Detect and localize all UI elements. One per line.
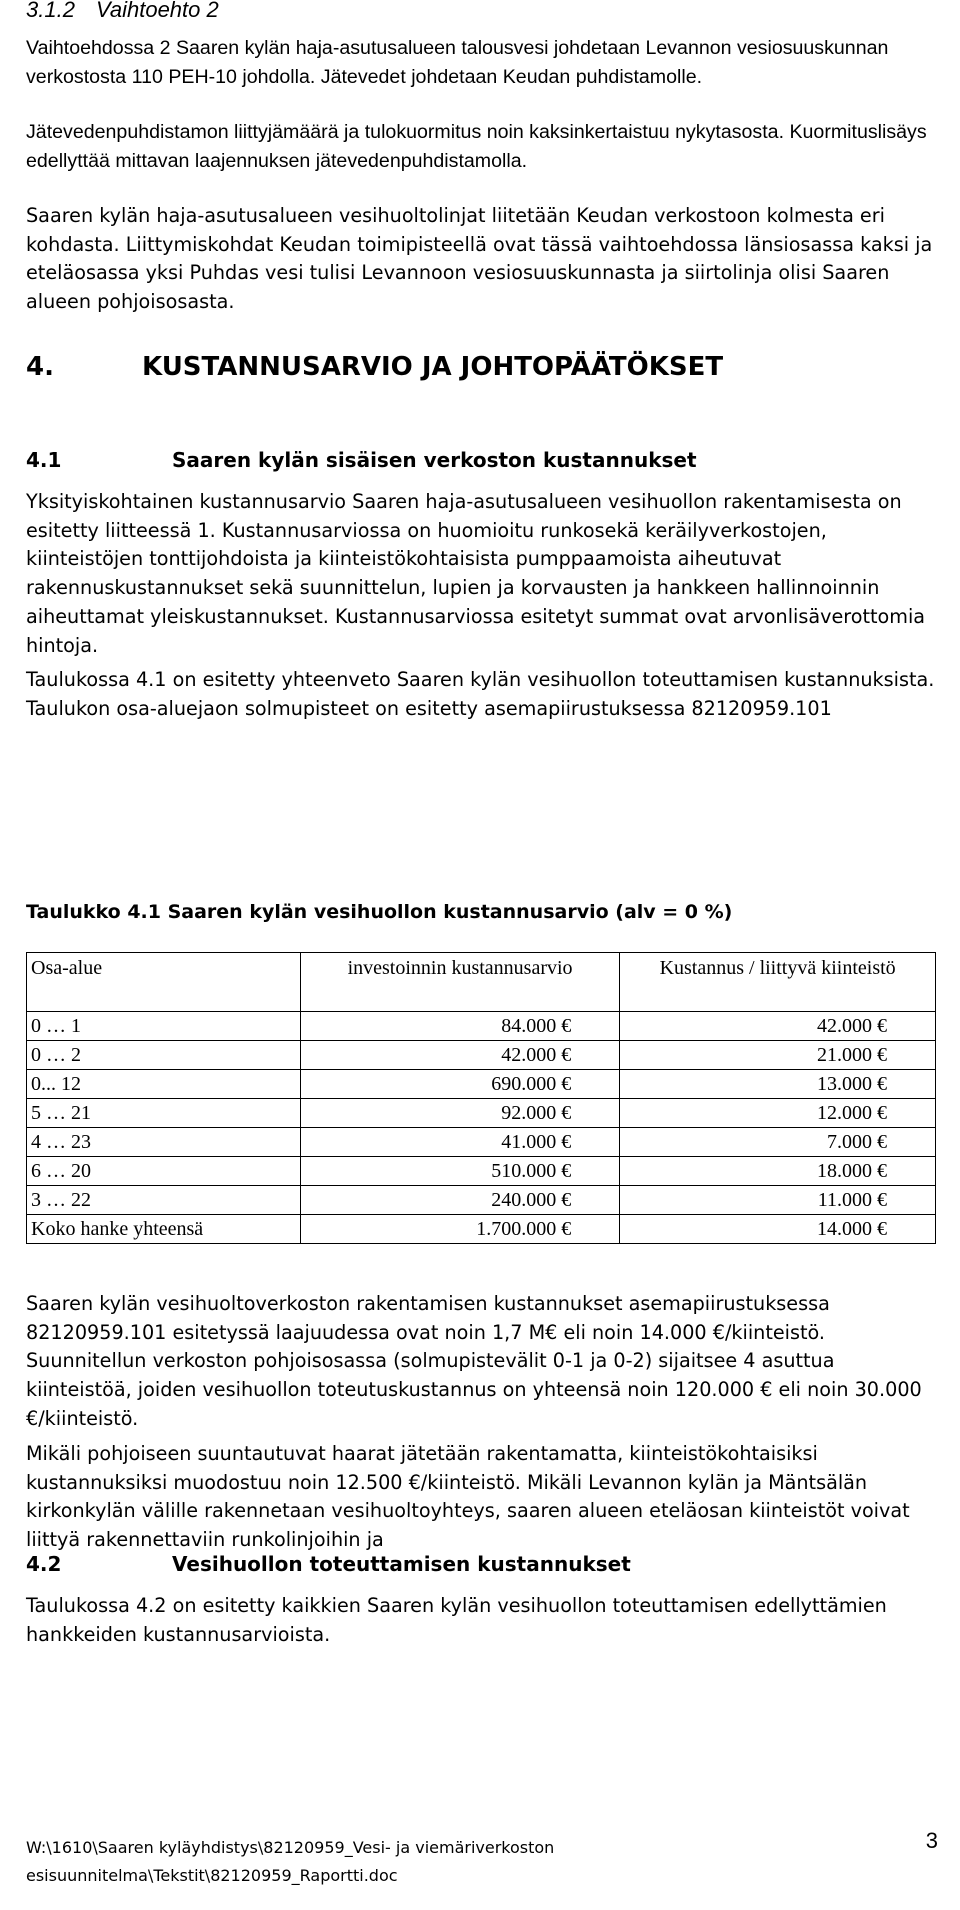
cell-investment: 41.000 € [300, 1128, 619, 1157]
paragraph: Saaren kylän vesihuoltoverkoston rakentamisen kustannukset asemapiirustuksessa 82120959.101 esitetyssä laajuudessa ovat noin 1,7 M€ eli noin 14.000 €/kiinteistö. Suunnitellun verkoston pohjoisosassa (solmupistevälit 0-1 ja 0-2) sijaitsee 4 asuttua kiinteistöä, joiden vesihuollon toteutuskustannus on yhteensä noin 120.000 € eli noin 30.000 €/kiinteistö. [26, 1292, 922, 1430]
table-row [27, 1157, 936, 1186]
chapter-heading-4 [26, 350, 938, 384]
column-header-area: Osa-alue [27, 953, 301, 1012]
cell-cost-per-property: 11.000 € [620, 1186, 936, 1215]
column-header-cost-per-property: Kustannus / liittyvä kiinteistö [620, 953, 936, 1012]
cell-investment: 1.700.000 € [300, 1215, 619, 1244]
cell-area: 3 … 22 [27, 1186, 301, 1215]
table-total-row [27, 1215, 936, 1244]
cell-cost-per-property: 14.000 € [620, 1215, 936, 1244]
section-title: Saaren kylän sisäisen verkoston kustannukset [172, 448, 697, 472]
cell-area: 4 … 23 [27, 1128, 301, 1157]
cell-cost-per-property: 7.000 € [620, 1128, 936, 1157]
table-row [27, 1186, 936, 1215]
section-title: KUSTANNUSARVIO JA JOHTOPÄÄTÖKSET [142, 352, 724, 382]
cell-cost-per-property: 42.000 € [620, 1012, 936, 1041]
section-title: Vesihuollon toteuttamisen kustannukset [172, 1552, 631, 1576]
section-number: 4.1 [26, 448, 62, 472]
page-number: 3 [925, 1828, 938, 1853]
cell-investment: 240.000 € [300, 1186, 619, 1215]
table-caption: Taulukko 4.1 Saaren kylän vesihuollon kustannusarvio (alv = 0 %) [26, 901, 733, 923]
section-title: Vaihtoehto 2 [96, 0, 219, 22]
paragraph: Vaihtoehdossa 2 Saaren kylän haja-asutusalueen talousvesi johdetaan Levannon vesiosuuskunnan verkostosta 110 PEH-10 johdolla. Jätevedet johdetaan Keudan puhdistamolle. [26, 37, 889, 88]
column-header-investment: investoinnin kustannusarvio [300, 953, 619, 1012]
section-number: 3.1.2 [26, 0, 75, 22]
cell-area: 6 … 20 [27, 1157, 301, 1186]
cell-investment: 510.000 € [300, 1157, 619, 1186]
cell-cost-per-property: 12.000 € [620, 1099, 936, 1128]
cell-area: 0... 12 [27, 1070, 301, 1099]
cell-cost-per-property: 18.000 € [620, 1157, 936, 1186]
paragraph: Jätevedenpuhdistamon liittyjämäärä ja tulokuormitus noin kaksinkertaistuu nykytasosta. Kuormituslisäys edellyttää mittavan laajennuksen jätevedenpuhdistamolla. [26, 121, 927, 172]
table-row [27, 1041, 936, 1070]
cell-cost-per-property: 13.000 € [620, 1070, 936, 1099]
cell-investment: 42.000 € [300, 1041, 619, 1070]
paragraph: Saaren kylän haja-asutusalueen vesihuoltolinjat liitetään Keudan verkostoon kolmesta eri kohdasta. Liittymiskohdat Keudan toimipisteellä ovat tässä vaihtoehdossa länsiosassa kaksi ja eteläosassa yksi Puhdas vesi tulisi Levannoon vesiosuuskunnasta ja siirtolinja olisi Saaren alueen pohjoisosasta. [26, 204, 933, 314]
paragraph: Mikäli pohjoiseen suuntautuvat haarat jätetään rakentamatta, kiinteistökohtaisiksi kustannuksiksi muodostuu noin 12.500 €/kiinteistö. Mikäli Levannon kylän ja Mäntsälän kirkonkylän välille rakennetaan vesihuoltoyhteys, saaren alueen eteläosan kiinteistöt voivat liittyä rakennettaviin runkolinjoihin ja [26, 1442, 910, 1552]
paragraph: Yksityiskohtainen kustannusarvio Saaren haja-asutusalueen vesihuollon rakentamisesta on esitetty liitteessä 1. Kustannusarviossa on huomioitu runkosekä keräilyverkostojen, kiinteistöjen tonttijohdoista ja kiinteistökohtaisista pumppaamoista aiheutuvat rakennuskustannukset sekä suunnittelun, lupien ja korvausten ja hankkeen hallinnoinnin aiheuttamat yleiskustannukset. Kustannusarviossa esitetyt summat ovat arvonlisäverottomia hintoja. [26, 490, 926, 657]
section-number: 4.2 [26, 1552, 62, 1576]
section-heading-4-1 [26, 446, 938, 474]
paragraph: Taulukossa 4.1 on esitetty yhteenveto Saaren kylän vesihuollon toteuttamisen kustannuksista. Taulukon osa-aluejaon solmupisteet on esitetty asemapiirustuksessa 82120959.101 [26, 668, 935, 720]
cost-table [26, 952, 936, 1244]
cell-investment: 690.000 € [300, 1070, 619, 1099]
section-heading-4-2 [26, 1550, 938, 1578]
cell-investment: 84.000 € [300, 1012, 619, 1041]
cell-area: 0 … 2 [27, 1041, 301, 1070]
section-number: 4. [26, 352, 54, 382]
cell-area: Koko hanke yhteensä [27, 1215, 301, 1244]
cell-area: 0 … 1 [27, 1012, 301, 1041]
paragraph: Taulukossa 4.2 on esitetty kaikkien Saaren kylän vesihuollon toteuttamisen edellyttämien hankkeiden kustannusarvioista. [26, 1594, 887, 1646]
table-row [27, 1070, 936, 1099]
table-row [27, 1128, 936, 1157]
footer-file-path: W:\1610\Saaren kyläyhdistys\82120959_Vesi- ja viemäriverkoston esisuunnitelma\Tekstit\82120959_Raportti.doc [26, 1838, 555, 1885]
section-heading-3-1-2 [26, 0, 938, 24]
cell-area: 5 … 21 [27, 1099, 301, 1128]
cell-cost-per-property: 21.000 € [620, 1041, 936, 1070]
table-header-row [27, 953, 936, 1012]
table-row [27, 1099, 936, 1128]
table-row [27, 1012, 936, 1041]
cell-investment: 92.000 € [300, 1099, 619, 1128]
